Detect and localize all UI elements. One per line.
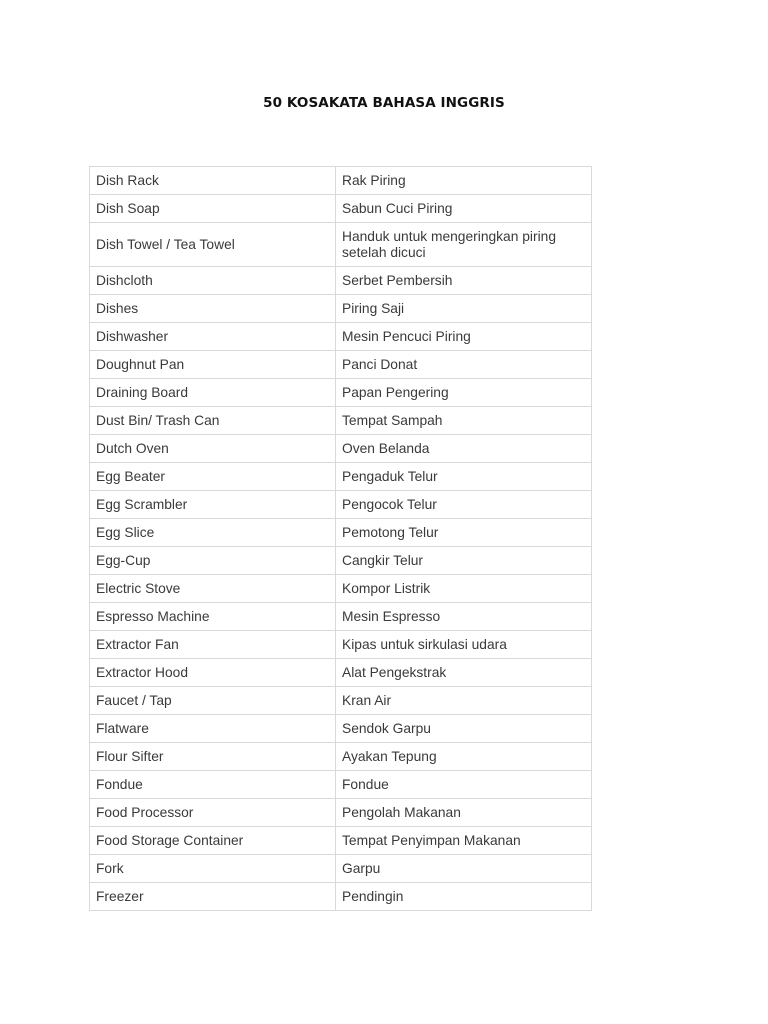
indonesian-translation: Mesin Espresso [336,603,592,631]
indonesian-translation: Oven Belanda [336,435,592,463]
document-title: 50 KOSAKATA BAHASA INGGRIS [263,95,505,111]
table-row [90,883,592,911]
indonesian-translation: Kipas untuk sirkulasi udara [336,631,592,659]
table-row [90,771,592,799]
table-row [90,827,592,855]
table-row [90,491,592,519]
indonesian-translation: Serbet Pembersih [336,267,592,295]
table-row [90,407,592,435]
indonesian-translation: Pendingin [336,883,592,911]
table-row [90,799,592,827]
english-term: Freezer [90,883,336,911]
table-row [90,547,592,575]
indonesian-translation: Piring Saji [336,295,592,323]
english-term: Draining Board [90,379,336,407]
indonesian-translation: Garpu [336,855,592,883]
english-term: Dishes [90,295,336,323]
table-row [90,223,592,267]
english-term: Espresso Machine [90,603,336,631]
english-term: Egg-Cup [90,547,336,575]
indonesian-translation: Rak Piring [336,167,592,195]
table-row [90,631,592,659]
table-row [90,743,592,771]
table-row [90,195,592,223]
english-term: Fork [90,855,336,883]
english-term: Egg Slice [90,519,336,547]
table-row [90,715,592,743]
table-row [90,351,592,379]
indonesian-translation: Pengocok Telur [336,491,592,519]
english-term: Doughnut Pan [90,351,336,379]
english-term: Dish Towel / Tea Towel [90,223,336,267]
table-row [90,295,592,323]
english-term: Food Processor [90,799,336,827]
indonesian-translation: Pengolah Makanan [336,799,592,827]
indonesian-translation: Sendok Garpu [336,715,592,743]
english-term: Extractor Hood [90,659,336,687]
table-row [90,659,592,687]
table-row [90,575,592,603]
indonesian-translation: Ayakan Tepung [336,743,592,771]
table-row [90,323,592,351]
table-row [90,519,592,547]
vocabulary-table-body [90,167,592,911]
table-row [90,687,592,715]
vocabulary-table [89,166,592,911]
english-term: Egg Beater [90,463,336,491]
indonesian-translation: Pemotong Telur [336,519,592,547]
indonesian-translation: Kran Air [336,687,592,715]
english-term: Egg Scrambler [90,491,336,519]
indonesian-translation: Papan Pengering [336,379,592,407]
english-term: Dishwasher [90,323,336,351]
indonesian-translation: Panci Donat [336,351,592,379]
indonesian-translation: Mesin Pencuci Piring [336,323,592,351]
table-row [90,603,592,631]
english-term: Dish Soap [90,195,336,223]
english-term: Dishcloth [90,267,336,295]
english-term: Fondue [90,771,336,799]
english-term: Dust Bin/ Trash Can [90,407,336,435]
table-row [90,267,592,295]
english-term: Flatware [90,715,336,743]
indonesian-translation: Fondue [336,771,592,799]
indonesian-translation: Handuk untuk mengeringkan piring setelah dicuci [336,223,592,267]
indonesian-translation: Cangkir Telur [336,547,592,575]
indonesian-translation: Pengaduk Telur [336,463,592,491]
indonesian-translation: Tempat Penyimpan Makanan [336,827,592,855]
indonesian-translation: Tempat Sampah [336,407,592,435]
indonesian-translation: Sabun Cuci Piring [336,195,592,223]
english-term: Electric Stove [90,575,336,603]
english-term: Food Storage Container [90,827,336,855]
table-row [90,167,592,195]
indonesian-translation: Alat Pengekstrak [336,659,592,687]
english-term: Faucet / Tap [90,687,336,715]
english-term: Flour Sifter [90,743,336,771]
table-row [90,463,592,491]
table-row [90,379,592,407]
english-term: Dutch Oven [90,435,336,463]
table-row [90,855,592,883]
english-term: Extractor Fan [90,631,336,659]
indonesian-translation: Kompor Listrik [336,575,592,603]
english-term: Dish Rack [90,167,336,195]
table-row [90,435,592,463]
